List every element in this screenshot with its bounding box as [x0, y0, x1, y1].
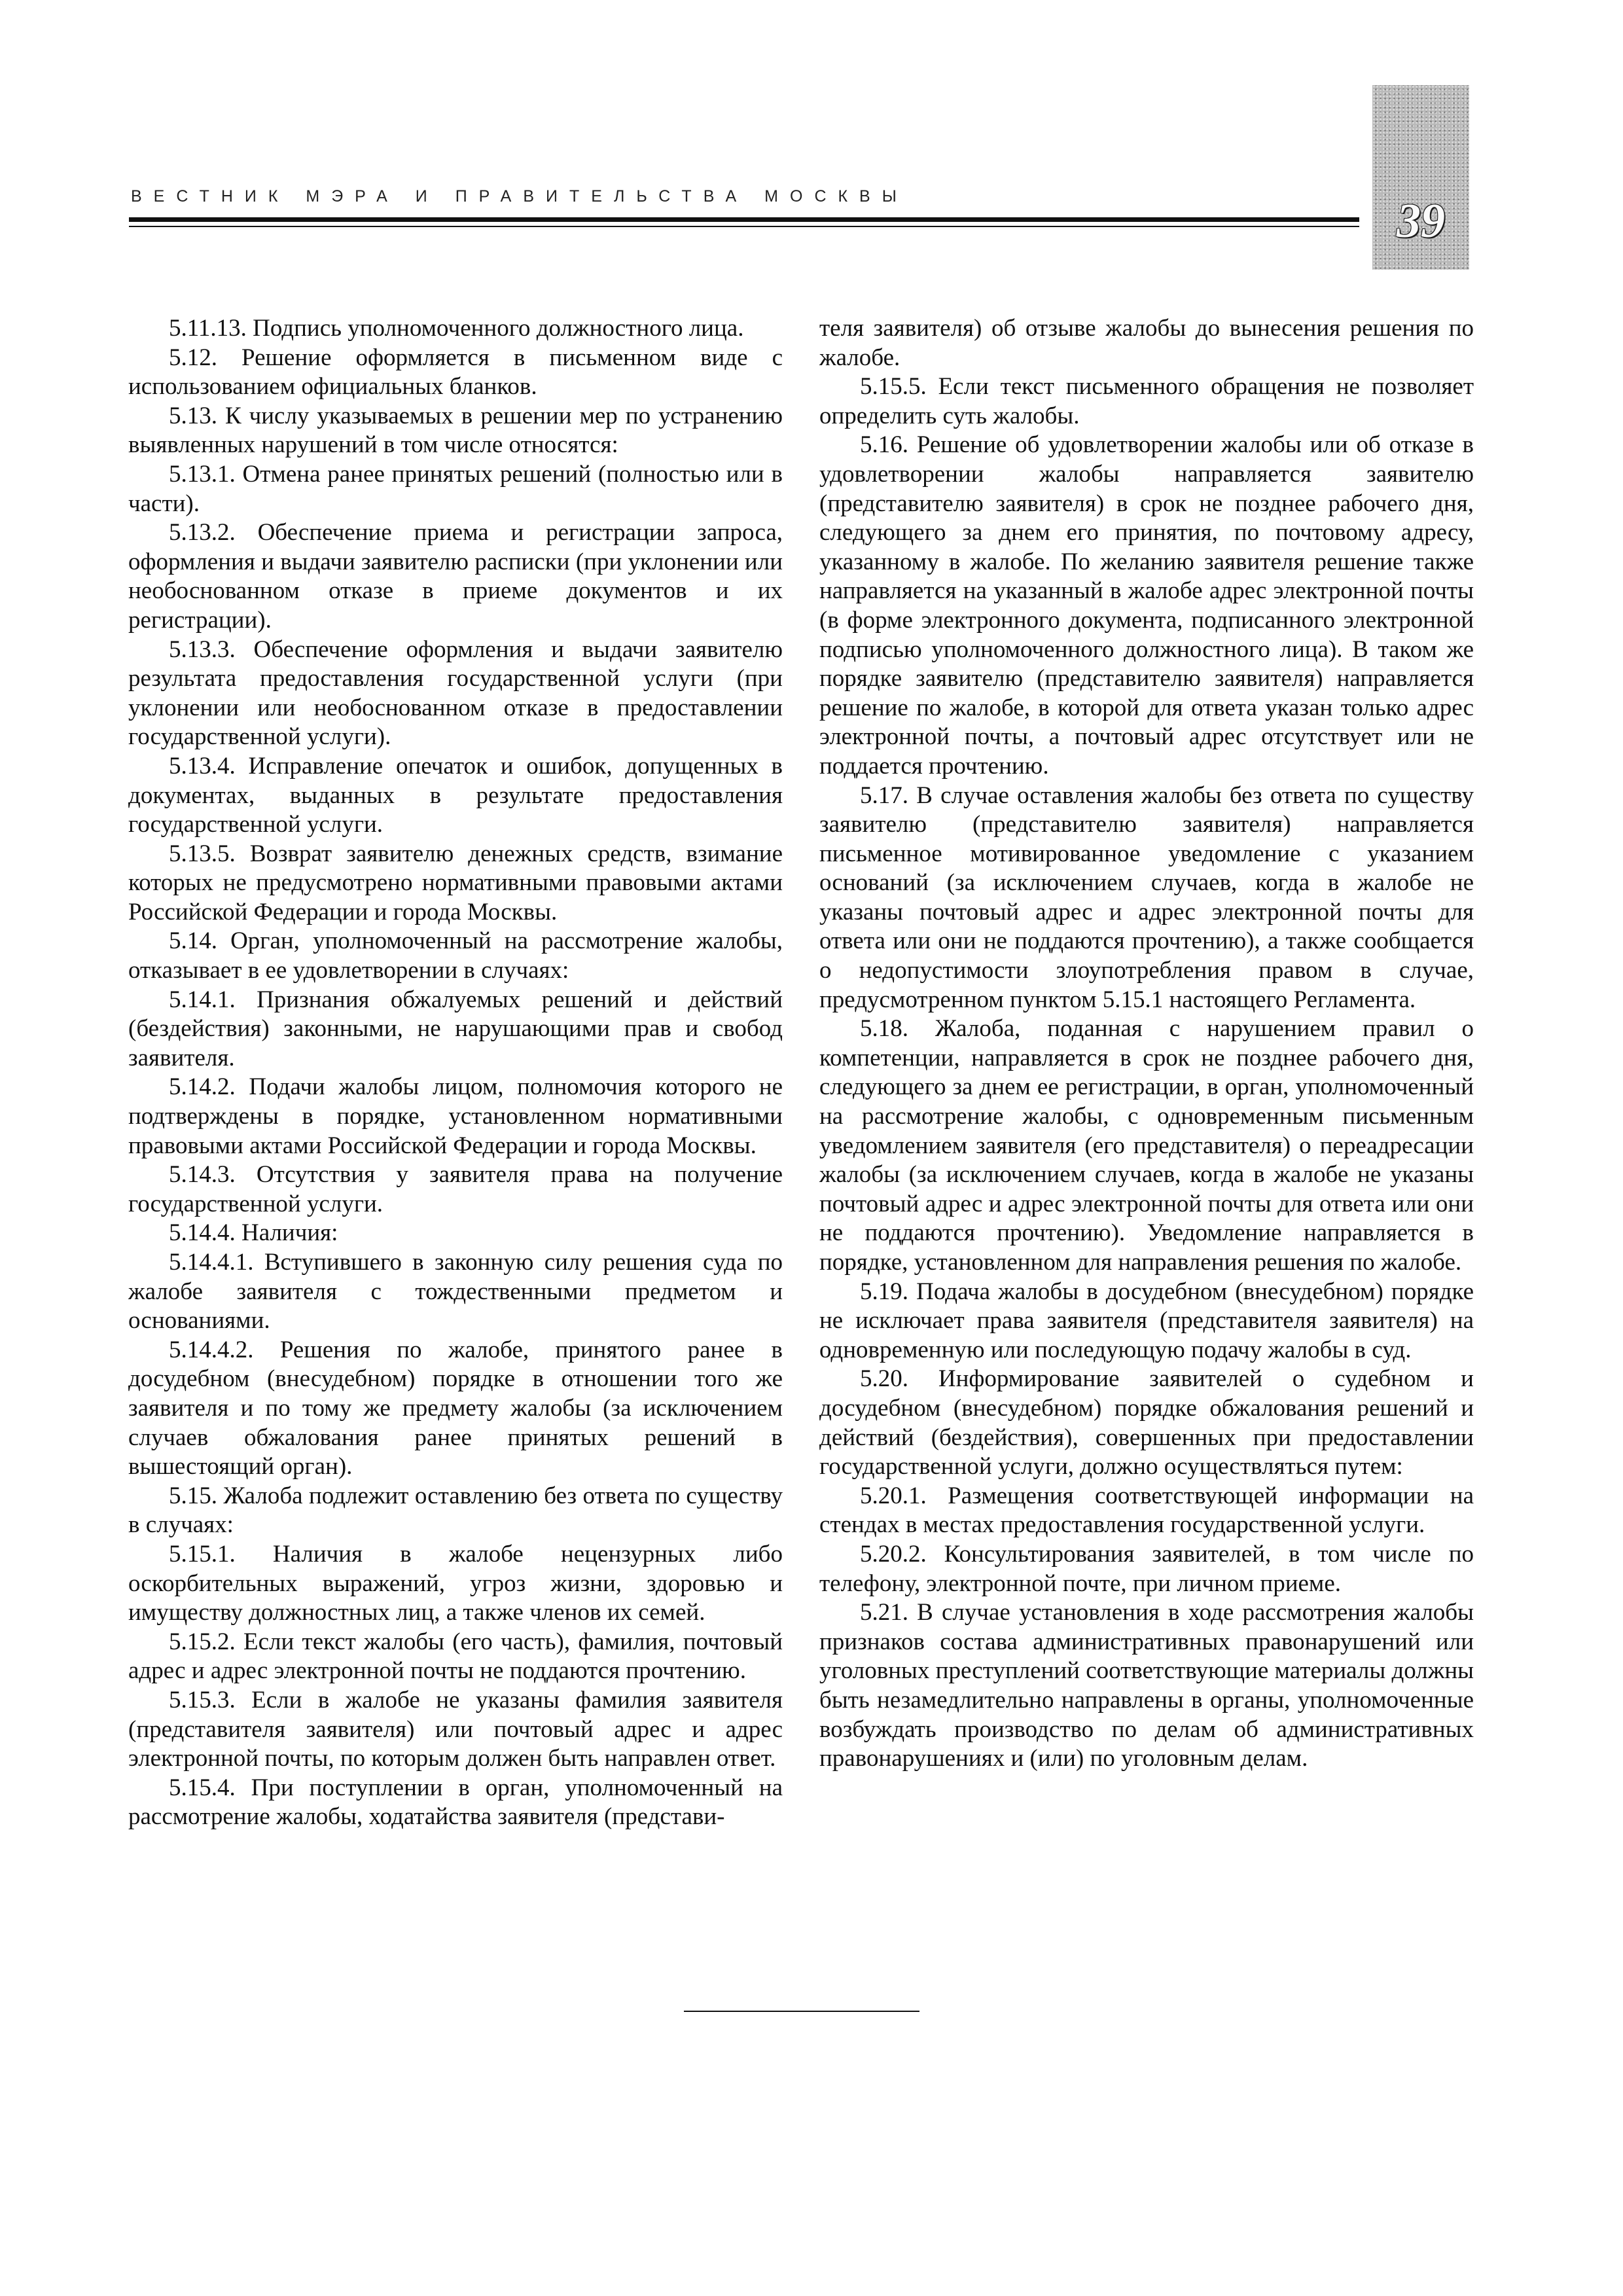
paragraph: 5.19. Подача жалобы в досудебном (внесудебном) порядке не исключает права заявителя (представителя заявителя) на одновременную или последующую подачу жалобы в суд. [819, 1278, 1474, 1363]
page-number: 39 [1397, 194, 1445, 248]
paragraph: 5.18. Жалоба, поданная с нарушением правил о компетенции, направляется в срок не позднее рабочего дня, следующего за днем ее регистрации, в орган, уполномоченный на рассмотрение жалобы, с одновременным письменным уведомлением заявителя (его представителя) о переадресации жалобы (за исключением случаев, когда в жалобе не указаны почтовый адрес и адрес электронной почты для ответа или они не поддаются прочтению). Уведомление направляется в порядке, установленном для направления решения по жалобе. [819, 1015, 1474, 1276]
paragraph: 5.12. Решение оформляется в письменном виде с использованием официальных бланков. [128, 344, 783, 401]
paragraph-continuation: теля заявителя) об отзыве жалобы до вынесения решения по жалобе. [819, 315, 1474, 371]
paragraph: 5.13.3. Обеспечение оформления и выдачи заявителю результата предоставления государственной услуги (при уклонении или необоснованном отказе в предоставлении государственной услуги). [128, 636, 783, 751]
running-head-journal-title: ВЕСТНИК МЭРА И ПРАВИТЕЛЬСТВА МОСКВЫ [131, 187, 908, 206]
end-of-section-rule [684, 2011, 919, 2012]
paragraph: 5.20.1. Размещения соответствующей информации на стендах в местах предоставления государственной услуги. [819, 1482, 1474, 1539]
paragraph: 5.14.3. Отсутствия у заявителя права на получение государственной услуги. [128, 1161, 783, 1217]
paragraph: 5.20.2. Консультирования заявителей, в том числе по телефону, электронной почте, при личном приеме. [819, 1540, 1474, 1597]
paragraph: 5.14.4.2. Решения по жалобе, принятого ранее в досудебном (внесудебном) порядке в отношении того же заявителя и по тому же предмету жалобы (за исключением случаев обжалования ранее принятых решений в вышестоящий орган). [128, 1336, 783, 1480]
paragraph: 5.15.1. Наличия в жалобе нецензурных либо оскорбительных выражений, угроз жизни, здоровью и имуществу должностных лиц, а также членов их семей. [128, 1540, 783, 1626]
paragraph: 5.16. Решение об удовлетворении жалобы или об отказе в удовлетворении жалобы направляется заявителю (представителю заявителя) в срок не позднее рабочего дня, следующего за днем его принятия, по почтовому адресу, указанному в жалобе. По желанию заявителя решение также направляется на указанный в жалобе адрес электронной почты (в форме электронного документа, подписанного электронной подписью уполномоченного должностного лица). В таком же порядке заявителю (представителю заявителя) направляется решение по жалобе, в которой для ответа указан только адрес электронной почты, а почтовый адрес отсутствует или не поддается прочтению. [819, 431, 1474, 780]
paragraph: 5.13.1. Отмена ранее принятых решений (полностью или в части). [128, 460, 783, 517]
right-column [819, 314, 1474, 1774]
paragraph: 5.15.4. При поступлении в орган, уполномоченный на рассмотрение жалобы, ходатайства заявителя (представи- [128, 1774, 783, 1831]
paragraph: 5.14.2. Подачи жалобы лицом, полномочия которого не подтверждены в порядке, установленном нормативными правовыми актами Российской Федерации и города Москвы. [128, 1073, 783, 1159]
paragraph: 5.21. В случае установления в ходе рассмотрения жалобы признаков состава административных правонарушений или уголовных преступлений соответствующие материалы должны быть незамедлительно направлены в органы, уполномоченные возбуждать производство по делам об административных правонарушениях и (или) по уголовным делам. [819, 1599, 1474, 1772]
paragraph: 5.17. В случае оставления жалобы без ответа по существу заявителю (представителю заявителя) направляется письменное мотивированное уведомление с указанием оснований (за исключением случаев, когда в жалобе не указаны почтовый адрес и адрес электронной почты для ответа или они не поддаются прочтению), а также сообщается о недопустимости злоупотребления правом в случае, предусмотренном пунктом 5.15.1 настоящего Регламента. [819, 781, 1474, 1013]
paragraph: 5.15.5. Если текст письменного обращения не позволяет определить суть жалобы. [819, 373, 1474, 429]
paragraph: 5.15.3. Если в жалобе не указаны фамилия заявителя (представителя заявителя) или почтовый адрес и адрес электронной почты, по которым должен быть направлен ответ. [128, 1686, 783, 1772]
paragraph: 5.15.2. Если текст жалобы (его часть), фамилия, почтовый адрес и адрес электронной почты не поддаются прочтению. [128, 1628, 783, 1685]
header-rule-thick [129, 217, 1359, 222]
paragraph: 5.14.4. Наличия: [169, 1219, 338, 1247]
paragraph: 5.14.4.1. Вступившего в законную силу решения суда по жалобе заявителя с тождественными предметом и основаниями. [128, 1249, 783, 1335]
left-column [128, 314, 783, 1832]
header-rule-thin [129, 226, 1359, 227]
paragraph: 5.13.2. Обеспечение приема и регистрации запроса, оформления и выдачи заявителю расписки (при уклонении или необоснованном отказе в приеме документов и их регистрации). [128, 519, 783, 634]
page-number-tab [1372, 85, 1469, 270]
paragraph: 5.13.5. Возврат заявителю денежных средств, взимание которых не предусмотрено нормативными правовыми актами Российской Федерации и города Москвы. [128, 840, 783, 925]
paragraph: 5.15. Жалоба подлежит оставлению без ответа по существу в случаях: [128, 1482, 783, 1539]
paragraph: 5.13.4. Исправление опечаток и ошибок, допущенных в документах, выданных в результате предоставления государственной услуги. [128, 752, 783, 838]
paragraph: 5.14. Орган, уполномоченный на рассмотрение жалобы, отказывает в ее удовлетворении в случаях: [128, 927, 783, 984]
paragraph: 5.20. Информирование заявителей о судебном и досудебном (внесудебном) порядке обжалования решений и действий (бездействия), совершенных при предоставлении государственной услуги, должно осуществляться путем: [819, 1365, 1474, 1480]
paragraph: 5.14.1. Признания обжалуемых решений и действий (бездействия) законными, не нарушающими прав и свобод заявителя. [128, 986, 783, 1071]
paragraph: 5.11.13. Подпись уполномоченного должностного лица. [169, 315, 744, 342]
paragraph: 5.13. К числу указываемых в решении мер по устранению выявленных нарушений в том числе относятся: [128, 402, 783, 459]
